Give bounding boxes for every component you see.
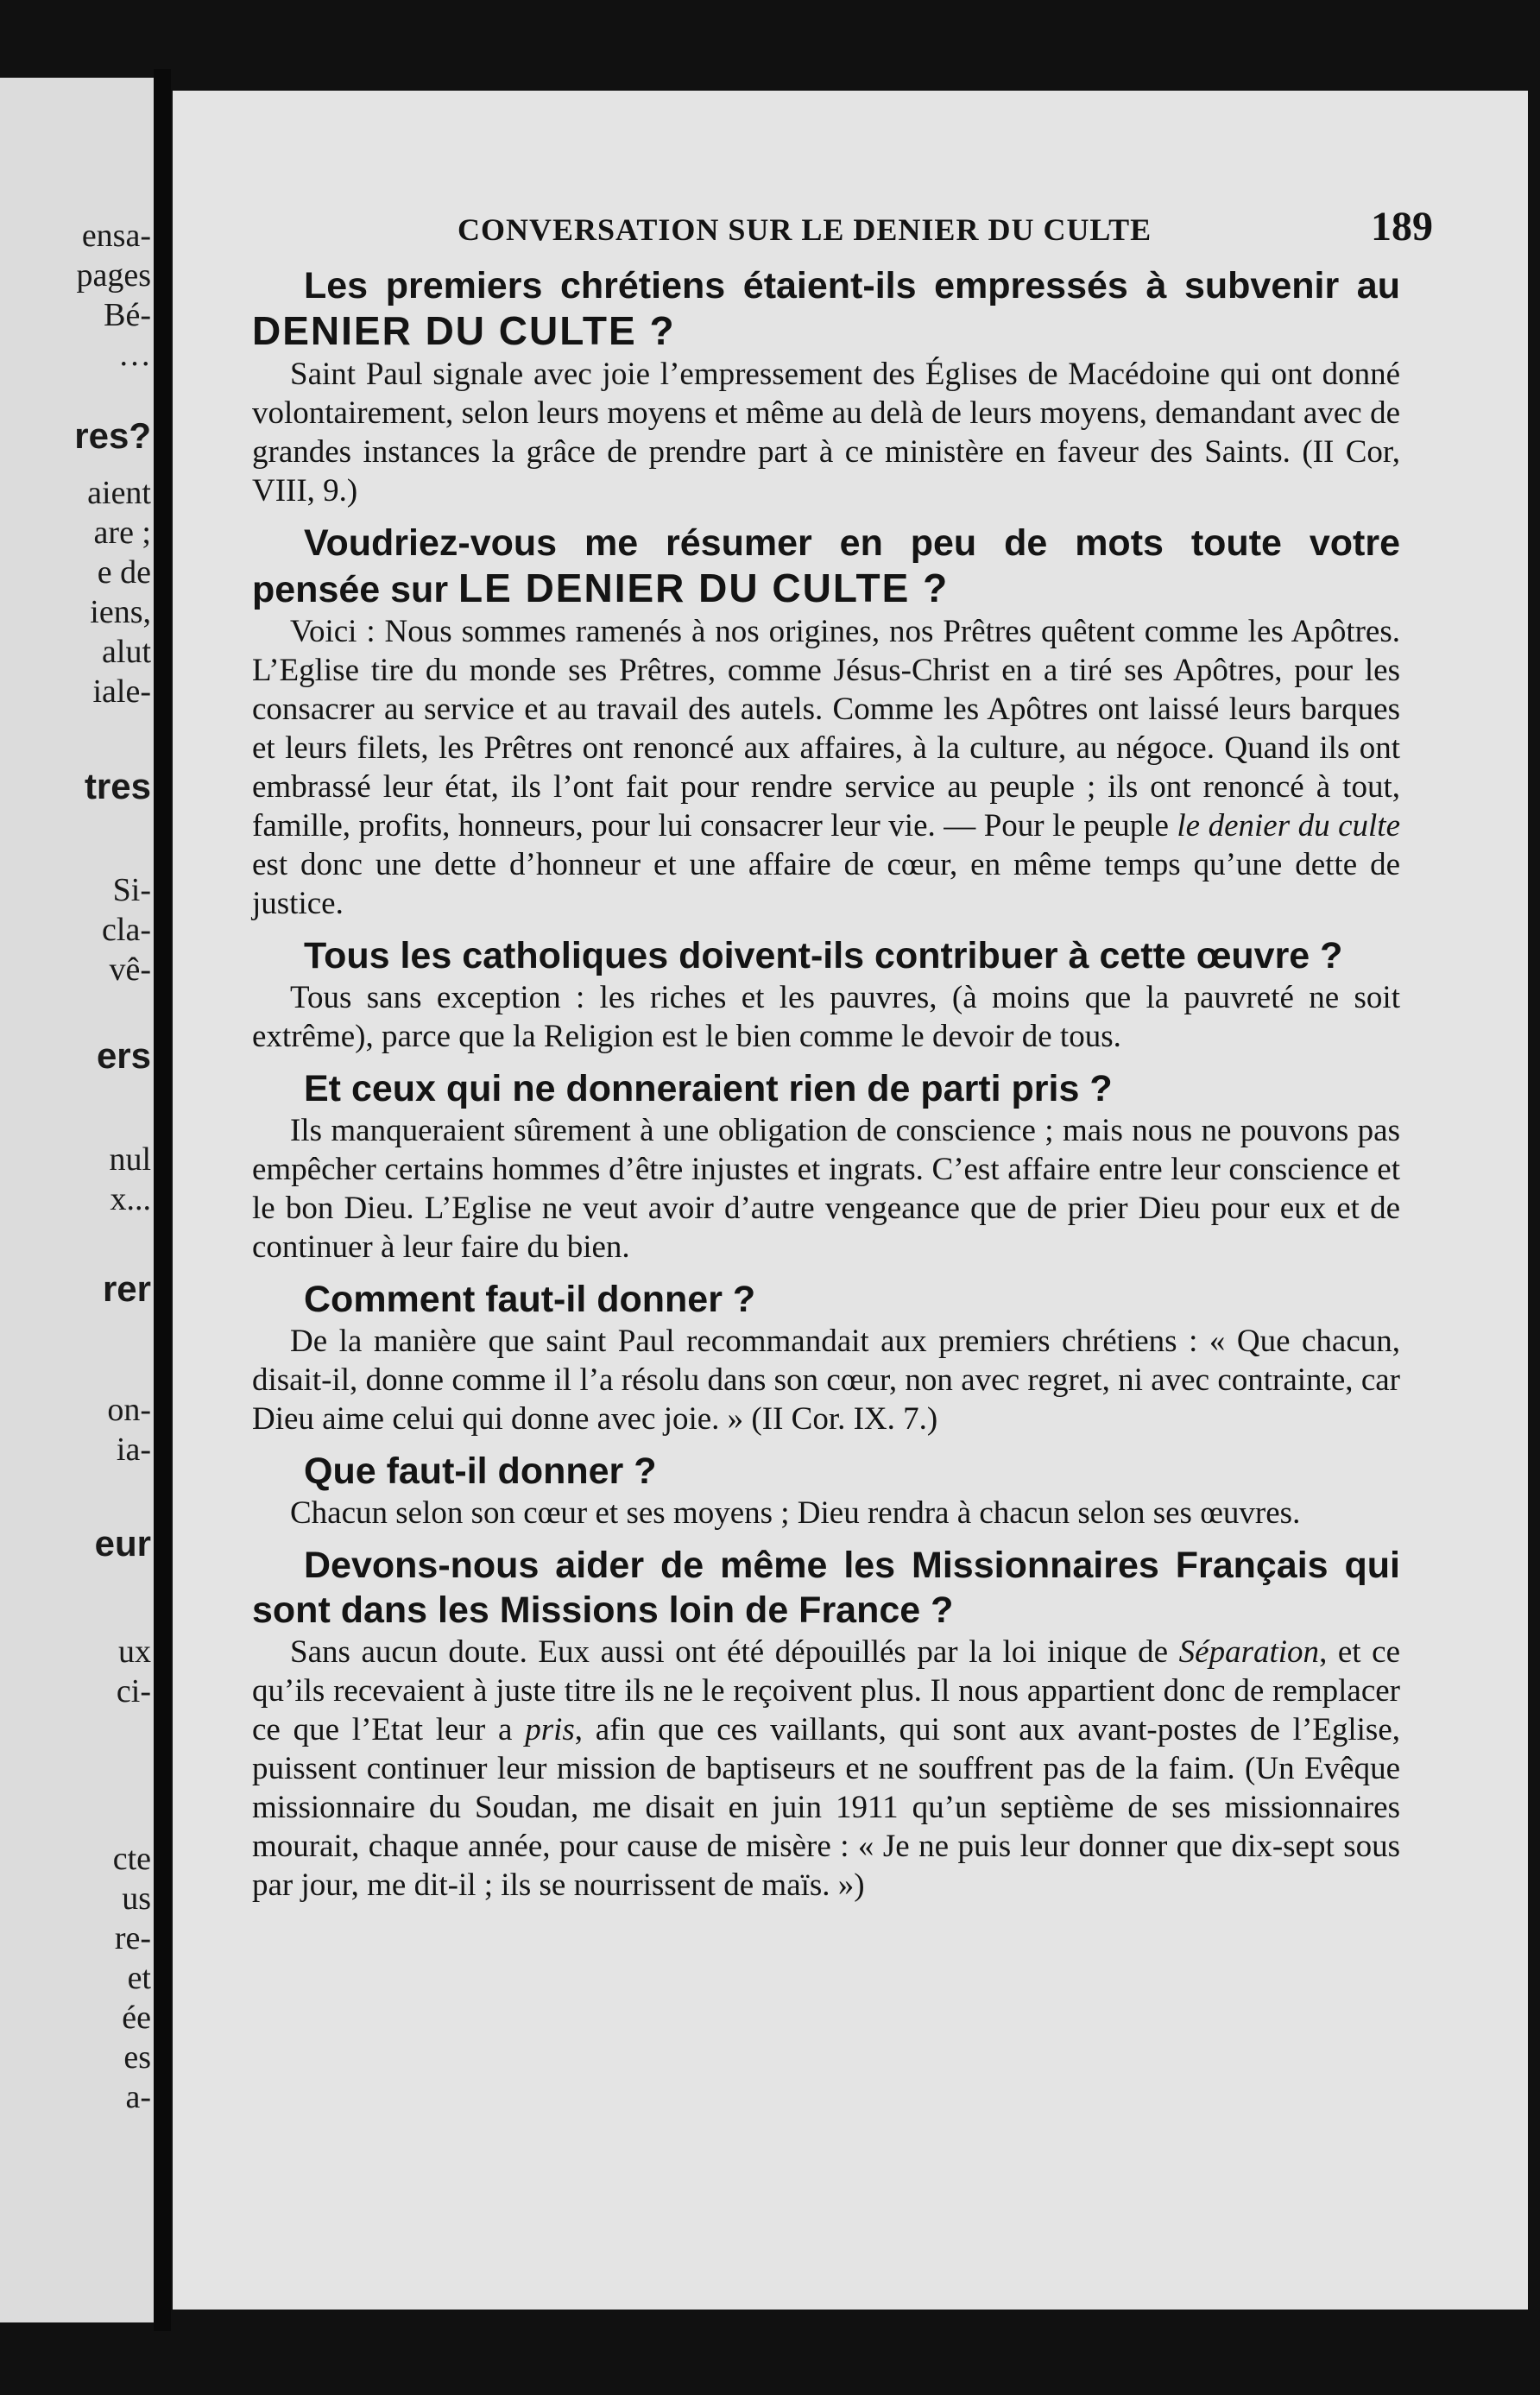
question-heading: Tous les catholiques doivent-ils contribuer à cette œuvre ? [304,935,1343,976]
book-gutter [154,69,171,2331]
left-page-fragment: ia- [116,1431,151,1468]
question-text: Les premiers chrétiens étaient-ils empressés à subvenir au [304,265,1400,306]
answer-italic: pris [525,1712,575,1747]
answer-text-end: est donc une dette d’honneur et une affaire de cœur, en même temps qu’une dette de justice. [252,847,1400,921]
left-page-fragment: ci- [116,1673,151,1709]
left-page-fragment: a- [125,2079,151,2115]
answer-paragraph: Chacun selon son cœur et ses moyens ; Dieu rendra à chacun selon ses œuvres. [290,1495,1301,1531]
left-page-fragment: alut [102,634,151,670]
page-number: 189 [1371,204,1433,250]
left-page-fragment: tres [84,766,151,806]
question-heading: Devons-nous aider de même les Missionnaires Français qui sont dans les Missions loin de France ? [252,1545,1400,1631]
answer-text-end: , afin que ces vaillants, qui sont aux avant-postes de l’Eglise, puissent continuer leur mission de baptiseurs et ne souffrent pas de la faim. (Un Evêque missionnaire du Soudan, me disait en juin 1911 qu’un septième de ses missionnaires mourait, chaque année, pour cause de misère : « Je ne puis leur donner que dix-sept sous par jour, me dit-il ; ils se nourrissent de maïs. ») [252,1712,1400,1903]
answer-paragraph: De la manière que saint Paul recommandait aux premiers chrétiens : « Que chacun, disait-il, donne comme il l’a résolu dans son cœur, non avec regret, ni avec contrainte, car Dieu aime celui qui donne avec joie. » (II Cor. IX. 7.) [252,1324,1400,1437]
left-page-edge [0,78,154,2322]
left-page-fragment: ensa- [81,218,151,254]
left-page-fragment: pages [76,257,151,294]
question-heading: Que faut-il donner ? [304,1450,657,1492]
left-page-fragment: us [122,1880,151,1917]
question-caps: DENIER DU CULTE ? [252,308,676,353]
answer-paragraph: Tous sans exception : les riches et les pauvres, (à moins que la pauvreté ne soit extrême), parce que la Religion est le bien comme le devoir de tous. [252,980,1400,1054]
question-caps: LE DENIER DU CULTE ? [458,566,950,610]
left-page-fragment: iale- [92,673,151,710]
answer-paragraph [252,612,1400,923]
answer-text: Voici : Nous sommes ramenés à nos origines, nos Prêtres quêtent comme les Apôtres. L’Eglise tire du monde ses Prêtres, comme Jésus-Christ en a tiré ses Apôtres, pour les consacrer au service et au travail des autels. Comme les Apôtres ont laissé leurs barques et leurs filets, les Prêtres ont renoncé aux affaires, à la culture, au négoce. Quand ils ont embrassé leur état, ils l’ont fait pour rendre service au peuple ; ils ont renoncé à tout, famille, profits, honneurs, pour lui consacrer leur vie. — Pour le peuple [252,614,1400,844]
left-page-fragment: rer [102,1268,151,1309]
left-page-fragment: cte [112,1841,151,1877]
question-heading [252,263,1400,355]
answer-paragraph: Saint Paul signale avec joie l’empressement des Églises de Macédoine qui ont donné volontairement, selon leurs moyens et même au delà de leurs moyens, demandant avec de grandes instances la grâce de prendre part à ce ministère en faveur des Saints. (II Cor, VIII, 9.) [252,357,1400,509]
question-heading: Comment faut-il donner ? [304,1279,756,1320]
left-page-fragment: e de [97,554,151,591]
left-page-fragment: … [118,337,151,373]
left-page-fragment: eur [94,1523,151,1564]
running-head: CONVERSATION SUR LE DENIER DU CULTE [458,212,1152,247]
left-page-fragment: ers [96,1035,151,1076]
answer-text: Sans aucun doute. Eux aussi ont été dépouillés par la loi inique de [290,1634,1169,1670]
left-page-fragment: ée [122,2000,151,2036]
left-page-fragment: nul [109,1141,151,1178]
answer-paragraph: Ils manqueraient sûrement à une obligation de conscience ; mais nous ne pouvons pas empêcher certains hommes d’être injustes et ingrats. C’est affaire entre leur conscience et le bon Dieu. L’Eglise ne veut avoir d’autre vengeance que de prier Dieu pour eux et de continuer à leur faire du bien. [252,1113,1400,1265]
left-page-fragment: res? [74,415,151,456]
left-page-fragment: on- [107,1392,151,1428]
answer-italic: le denier du culte [1177,808,1400,844]
question-text: Voudriez-vous me résumer en peu de mots toute votre pensée sur [252,522,1400,610]
left-page-fragment: re- [114,1920,151,1956]
question-heading: Et ceux qui ne donneraient rien de parti pris ? [304,1068,1113,1109]
left-page-fragment: x... [110,1181,151,1217]
left-page-fragment: ux [118,1634,151,1670]
left-page-fragment: cla- [102,912,151,948]
left-page-fragment: aient [87,475,151,511]
page-body [252,263,1400,1915]
question-heading [252,521,1400,612]
answer-text-mid: , et ce qu’ils recevaient à juste titre ils ne le reçoivent plus. Il nous appartient donc de remplacer ce que l’Etat leur a [252,1634,1401,1747]
left-page-fragment: vê- [109,951,151,988]
answer-italic: Séparation [1178,1634,1320,1670]
left-page-fragment: et [127,1960,151,1996]
left-page-fragment: iens, [90,594,151,630]
left-page-fragment: es [123,2039,151,2076]
answer-paragraph [252,1633,1400,1905]
left-page-fragment: Si- [112,872,151,908]
left-page-fragment: Bé- [104,297,151,333]
left-page-fragment: are ; [93,515,151,551]
book-page [173,91,1528,2310]
